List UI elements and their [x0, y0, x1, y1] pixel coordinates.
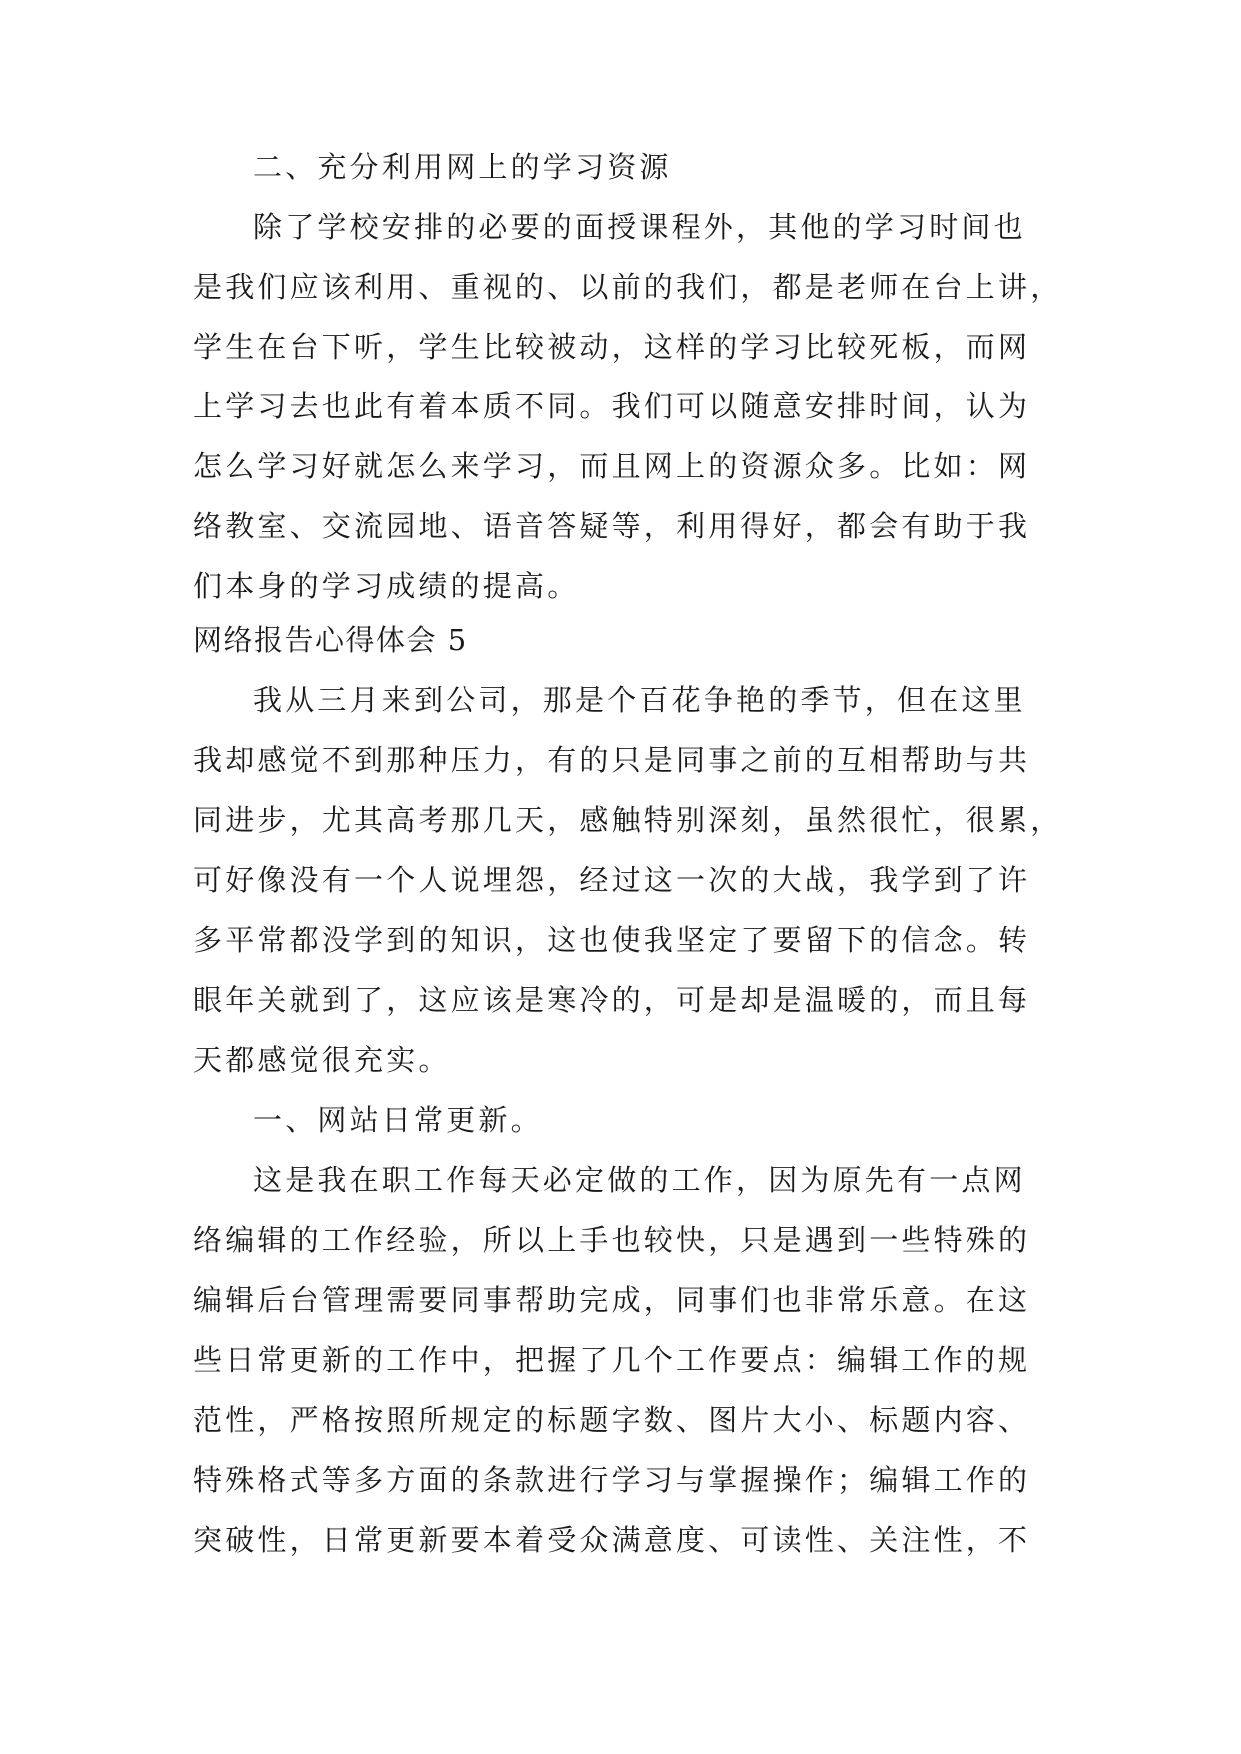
- paragraph-line: 怎么学习好就怎么来学习，而且网上的资源众多。比如：网: [193, 449, 1031, 483]
- paragraph-line: 络教室、交流园地、语音答疑等，利用得好，都会有助于我: [193, 509, 1031, 543]
- paragraph-line: 范性，严格按照所规定的标题字数、图片大小、标题内容、: [193, 1403, 1031, 1437]
- paragraph-line: 是我们应该利用、重视的、以前的我们，都是老师在台上讲，: [193, 270, 1063, 304]
- paragraph-line: 突破性，日常更新要本着受众满意度、可读性、关注性，不: [193, 1523, 1031, 1557]
- paragraph-line: 我从三月来到公司，那是个百花争艳的季节，但在这里: [253, 683, 1026, 717]
- section-heading: 二、充分利用网上的学习资源: [253, 150, 672, 184]
- paragraph-line: 同进步，尤其高考那几天，感触特别深刻，虽然很忙，很累，: [193, 803, 1063, 837]
- paragraph-line: 眼年关就到了，这应该是寒冷的，可是却是温暖的，而且每: [193, 983, 1031, 1017]
- section-title: 网络报告心得体会 5: [193, 623, 468, 657]
- paragraph-line: 可好像没有一个人说埋怨，经过这一次的大战，我学到了许: [193, 863, 1031, 897]
- paragraph-line: 络编辑的工作经验，所以上手也较快，只是遇到一些特殊的: [193, 1223, 1031, 1257]
- paragraph-line: 编辑后台管理需要同事帮助完成，同事们也非常乐意。在这: [193, 1283, 1031, 1317]
- section-heading: 一、网站日常更新。: [253, 1103, 543, 1137]
- paragraph-line: 天都感觉很充实。: [193, 1043, 451, 1077]
- paragraph-line: 上学习去也此有着本质不同。我们可以随意安排时间，认为: [193, 389, 1031, 423]
- paragraph-line: 学生在台下听，学生比较被动，这样的学习比较死板，而网: [193, 330, 1031, 364]
- paragraph-line: 些日常更新的工作中，把握了几个工作要点：编辑工作的规: [193, 1343, 1031, 1377]
- paragraph-line: 们本身的学习成绩的提高。: [193, 569, 580, 603]
- paragraph-line: 除了学校安排的必要的面授课程外，其他的学习时间也: [253, 210, 1026, 244]
- paragraph-line: 多平常都没学到的知识，这也使我坚定了要留下的信念。转: [193, 923, 1031, 957]
- paragraph-line: 这是我在职工作每天必定做的工作，因为原先有一点网: [253, 1163, 1026, 1197]
- paragraph-line: 我却感觉不到那种压力，有的只是同事之前的互相帮助与共: [193, 743, 1031, 777]
- paragraph-line: 特殊格式等多方面的条款进行学习与掌握操作；编辑工作的: [193, 1463, 1031, 1497]
